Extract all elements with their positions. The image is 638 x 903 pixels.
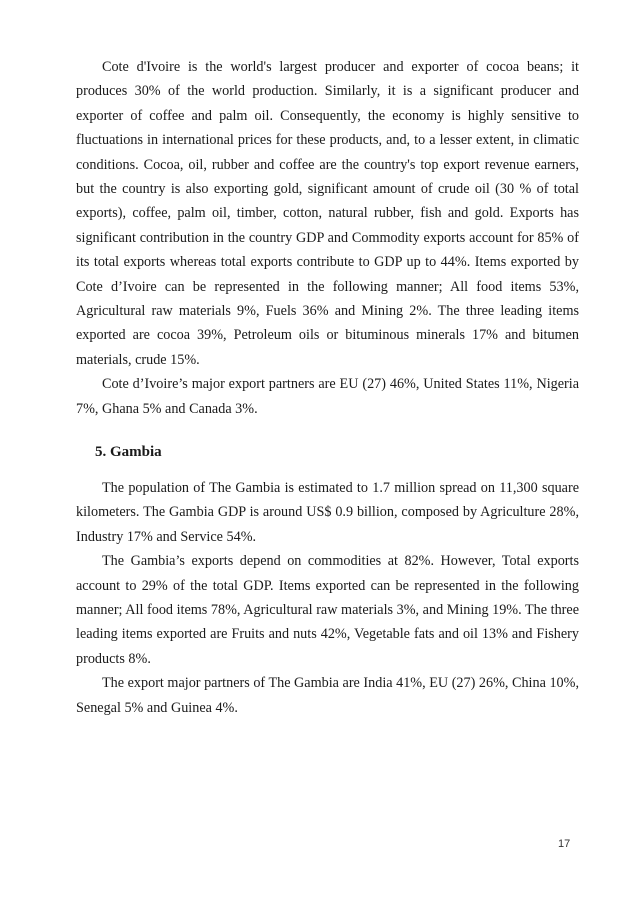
gambia-paragraph-exports: The Gambia’s exports depend on commodities at 82%. However, Total exports account to 29% of the total GDP. Items exported can be represented in the following manner; All food items 78%, Agricultural raw materials 3%, and Mining 19%. The three leading items exported are Fruits and nuts 42%, Vegetable fats and oil 13% and Fishery products 8%. bbox=[76, 553, 579, 667]
gambia-paragraph-population: The population of The Gambia is estimated to 1.7 million spread on 11,300 square kilometers. The Gambia GDP is around US$ 0.9 billion, composed by Agriculture 28%, Industry 17% and Service 54%. bbox=[76, 480, 579, 545]
section-heading-gambia: 5. Gambia bbox=[95, 444, 162, 460]
gambia-section bbox=[76, 476, 579, 720]
page-number: 17 bbox=[558, 838, 571, 850]
cote-divoire-paragraph-partners: Cote d’Ivoire’s major export partners are EU (27) 46%, United States 11%, Nigeria 7%, Ghana 5% and Canada 3%. bbox=[76, 376, 579, 417]
gambia-paragraph-partners: The export major partners of The Gambia are India 41%, EU (27) 26%, China 10%, Senegal 5% and Guinea 4%. bbox=[76, 675, 579, 716]
cote-divoire-paragraph-exports: Cote d'Ivoire is the world's largest producer and exporter of cocoa beans; it produces 30% of the world production. Similarly, it is a significant producer and exporter of coffee and palm oil. Consequently, the economy is highly sensitive to fluctuations in international prices for these products, and, to a lesser extent, in climatic conditions. Cocoa, oil, rubber and coffee are the country's top export revenue earners, but the country is also exporting gold, significant amount of crude oil (30 % of total exports), coffee, palm oil, timber, cotton, natural rubber, fish and gold. Exports has significant contribution in the country GDP and Commodity exports account for 85% of its total exports whereas total exports contribute to GDP up to 44%. Items exported by Cote d’Ivoire can be represented in the following manner; All food items 53%, Agricultural raw materials 9%, Fuels 36% and Mining 2%. The three leading items exported are cocoa 39%, Petroleum oils or bituminous minerals 17% and bitumen materials, crude 15%. bbox=[76, 59, 579, 368]
cote-divoire-section bbox=[76, 55, 579, 421]
